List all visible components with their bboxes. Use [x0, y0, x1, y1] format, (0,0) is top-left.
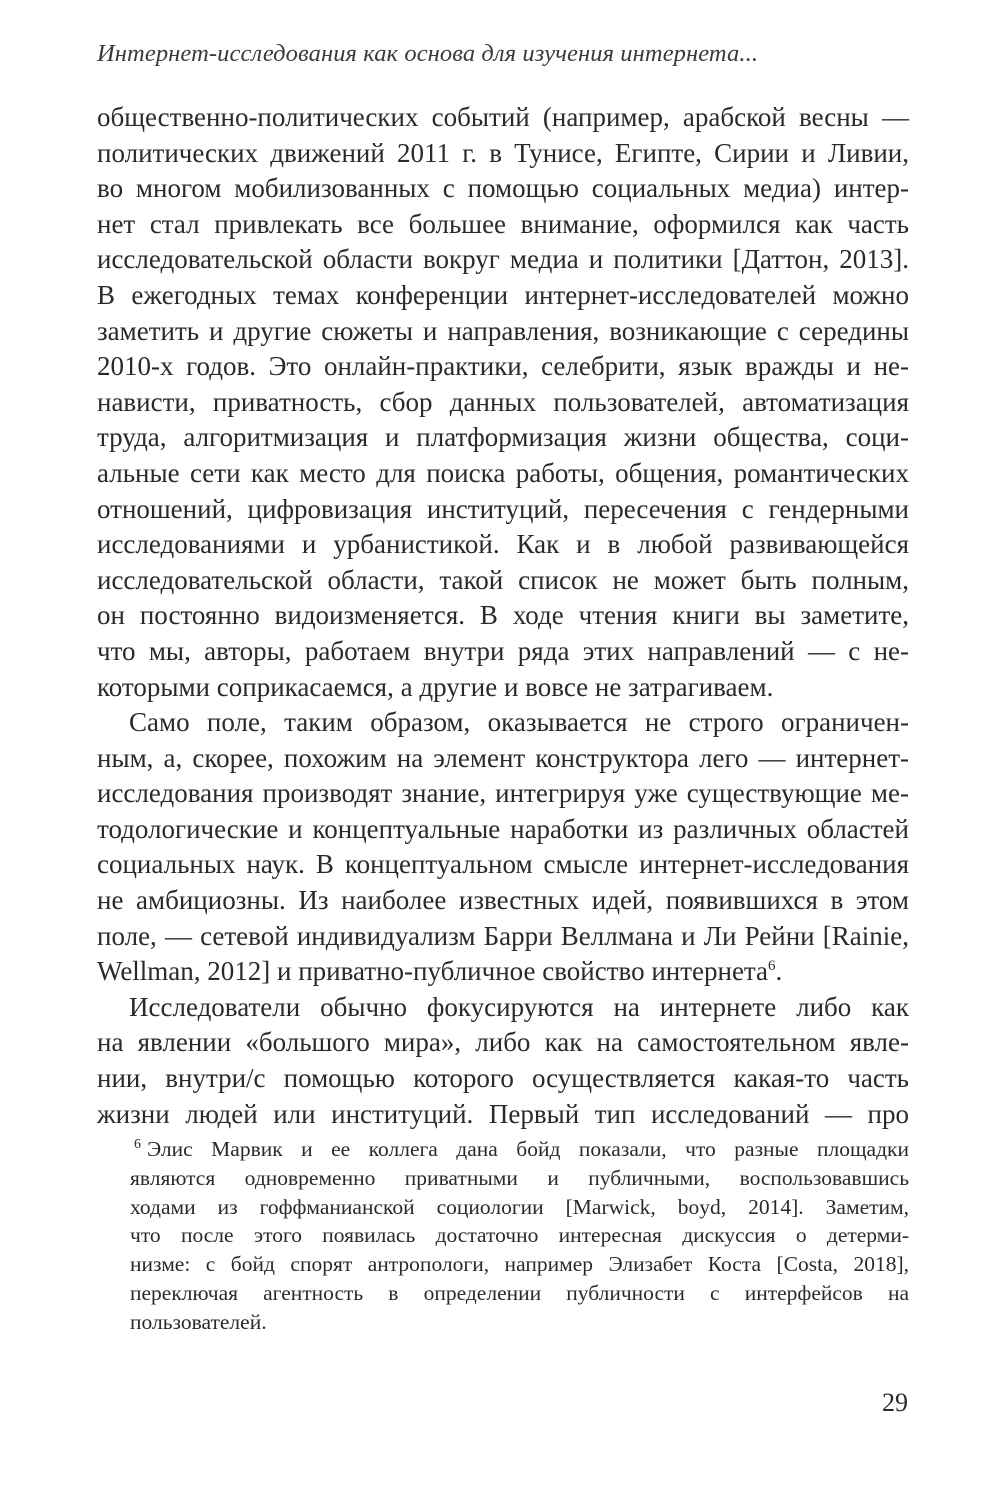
text-line: нии, внутри/с помощью которого осуществляется какая-то часть [97, 1063, 909, 1094]
footnote-mark: 6 [134, 1136, 141, 1152]
text-line: ным, а, скорее, похожим на элемент конструктора лего — интернет- [97, 742, 909, 773]
footnote-text: Элис Марвик и ее коллега дана бойд показали, что разные площадки [147, 1137, 909, 1161]
footnote [130, 1135, 909, 1337]
text-line: заметить и другие сюжеты и направления, возникающие с середины [97, 315, 909, 346]
text-line: 2010-х годов. Это онлайн-практики, селебрити, язык вражды и не- [97, 351, 909, 382]
text-line: политических движений 2011 г. в Тунисе, Египте, Сирии и Ливии, [97, 137, 909, 168]
text-line: что мы, авторы, работаем внутри ряда этих направлений — с не- [97, 635, 909, 666]
text-line: нет стал привлекать все большее внимание, оформился как часть [97, 208, 909, 239]
text-line: тодологические и концептуальные наработки из различных областей [97, 813, 909, 844]
footnote-line: что после этого появилась достаточно интересная дискуссия о детерми- [130, 1223, 909, 1248]
footnote-line: низме: с бойд спорят антропологи, например Элизабет Коста [Costa, 2018], [130, 1252, 909, 1277]
text-line: социальных наук. В концептуальном смысле интернет-исследования [97, 849, 909, 880]
footnote-line [130, 1135, 909, 1164]
footnote-line: ходами из гоффманианской социологии [Marwick, boyd, 2014]. Заметим, [130, 1194, 909, 1219]
text-line: труда, алгоритмизация и платформизация жизни общества, соци- [97, 422, 909, 453]
text-line: нависти, приватность, сбор данных пользователей, автоматизация [97, 386, 909, 417]
text-line: В ежегодных темах конференции интернет-исследователей можно [97, 279, 909, 310]
text-line: Само поле, таким образом, оказывается не строго ограничен- [129, 707, 909, 738]
text-fragment: . [775, 956, 783, 987]
text-line: общественно-политических событий (например, арабской весны — [97, 102, 909, 132]
text-line: исследования производят знание, интегрируя уже существующие ме- [97, 778, 909, 809]
text-line: на явлении «большого мира», либо как на самостоятельном явле- [97, 1027, 909, 1058]
text-line: он постоянно видоизменяется. В ходе чтения книги вы заметите, [97, 600, 909, 631]
text-line: жизни людей или институций. Первый тип исследований — про [97, 1098, 909, 1129]
text-line [97, 954, 909, 990]
footnote-line: переключая агентность в определении публичности с интерфейсов на [130, 1280, 909, 1305]
text-line: которыми соприкасаемся, а другие и вовсе не затрагиваем. [97, 671, 774, 702]
footnote-reference[interactable]: 6 [768, 958, 776, 975]
footnote-line: являются одновременно приватными и публичными, воспользовавшись [130, 1165, 909, 1190]
text-line: альные сети как место для поиска работы, общения, романтических [97, 457, 909, 488]
text-line: исследованиями и урбанистикой. Как и в любой развивающейся [97, 529, 909, 560]
text-line: поле, — сетевой индивидуализм Барри Веллмана и Ли Рейни [Rainie, [97, 920, 909, 951]
footnote-line: пользователей. [130, 1309, 267, 1334]
text-line: исследовательской области вокруг медиа и политики [Даттон, 2013]. [97, 244, 909, 275]
text-line: во многом мобилизованных с помощью социальных медиа) интер- [97, 173, 909, 204]
text-line: Исследователи обычно фокусируются на интернете либо как [129, 991, 909, 1022]
page-number: 29 [882, 1388, 908, 1417]
text-line: не амбициозны. Из наиболее известных идей, появившихся в этом [97, 885, 909, 916]
main-text [97, 100, 909, 1132]
text-line: исследовательской области, такой список не может быть полным, [97, 564, 909, 595]
running-head: Интернет-исследования как основа для изучения интернета... [97, 40, 759, 67]
text-line: отношений, цифровизация институций, пересечения с гендерными [97, 493, 909, 524]
text-fragment: Wellman, 2012] и приватно-публичное свойство интернета [97, 956, 769, 987]
